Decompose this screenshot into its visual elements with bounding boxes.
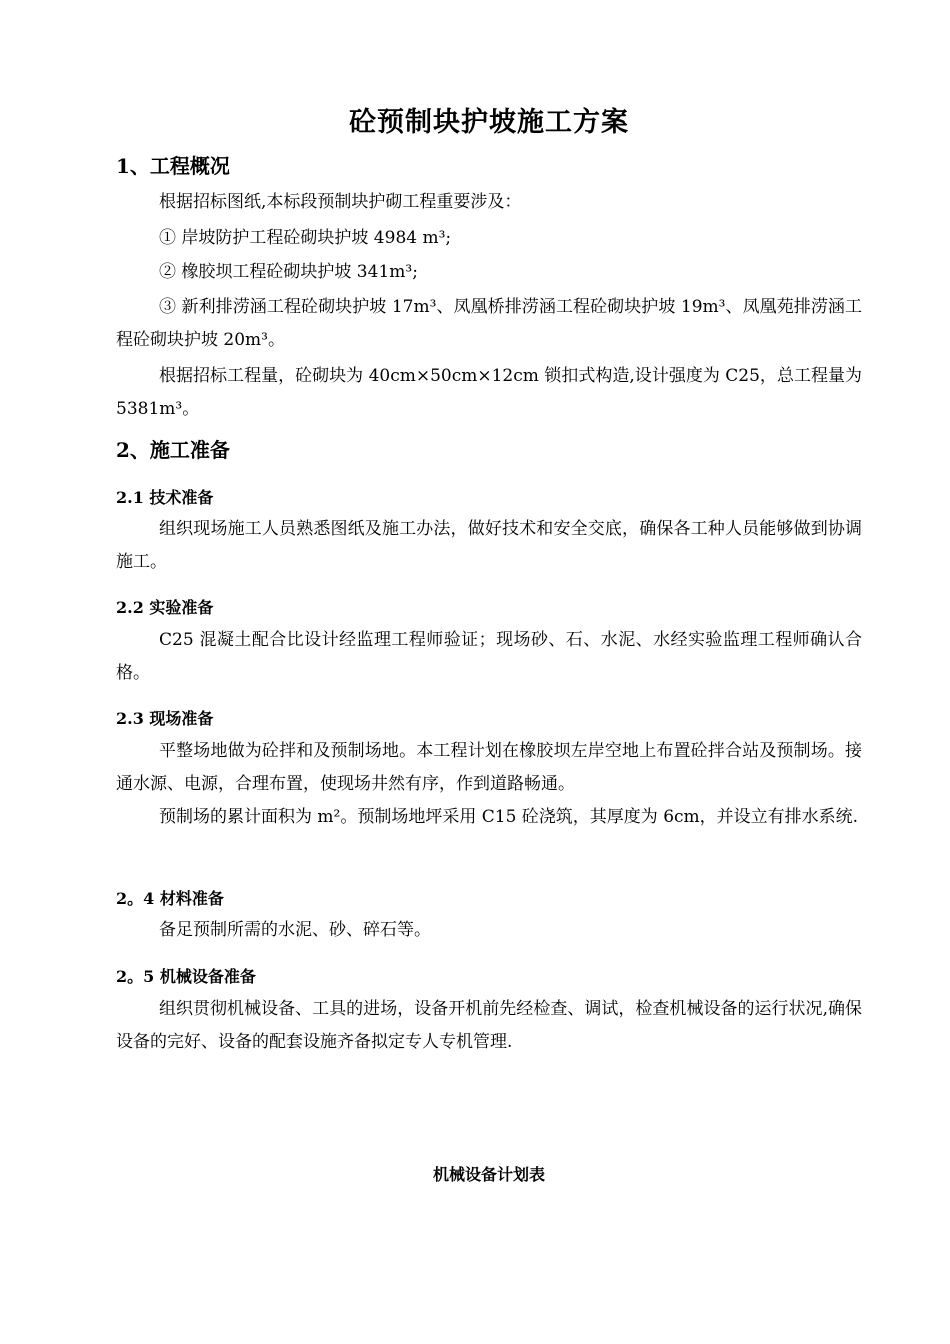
paragraph: C25 混凝土配合比设计经监理工程师验证；现场砂、石、水泥、水经实验监理工程师确认合格。 [116,630,862,683]
section-heading-overview: 1、工程概况 [116,154,230,178]
table-title: 机械设备计划表 [432,1165,545,1184]
subsection-heading: 2。4 材料准备 [116,889,224,908]
section-heading-preparation: 2、施工准备 [116,438,230,462]
document-title: 砼预制块护坡施工方案 [349,107,629,138]
subsection-heading: 2.1 技术准备 [116,488,214,507]
subsection-heading: 2.3 现场准备 [116,709,214,728]
paragraph: 组织贯彻机械设备、工具的进场，设备开机前先经检查、调试，检查机械设备的运行状况,确保设备的完好、设备的配套设施齐备拟定专人专机管理. [116,999,862,1052]
paragraph: 备足预制所需的水泥、砂、碎石等。 [159,920,431,940]
subsection-heading: 2。5 机械设备准备 [116,967,256,986]
paragraph: ① 岸坡防护工程砼砌块护坡 4984 m³; [159,228,452,248]
paragraph: 预制场的累计面积为 m²。预制场地坪采用 C15 砼浇筑，其厚度为 6cm，并设立有排水系统. [159,807,859,827]
paragraph: ③ 新利排涝涵工程砼砌块护坡 17m³、凤凰桥排涝涵工程砼砌块护坡 19m³、凤凰苑排涝涵工程砼砌块护坡 20m³。 [116,297,862,350]
paragraph: 根据招标图纸,本标段预制块护砌工程重要涉及： [159,192,522,212]
paragraph: ② 橡胶坝工程砼砌块护坡 341m³; [159,262,418,282]
paragraph: 平整场地做为砼拌和及预制场地。本工程计划在橡胶坝左岸空地上布置砼拌合站及预制场。接通水源、电源，合理布置，使现场井然有序，作到道路畅通。 [116,741,862,794]
paragraph: 组织现场施工人员熟悉图纸及施工办法，做好技术和安全交底，确保各工种人员能够做到协调施工。 [116,519,862,572]
subsection-heading: 2.2 实验准备 [116,598,214,617]
paragraph: 根据招标工程量，砼砌块为 40cm×50cm×12cm 锁扣式构造,设计强度为 C25，总工程量为 5381m³。 [116,366,862,419]
